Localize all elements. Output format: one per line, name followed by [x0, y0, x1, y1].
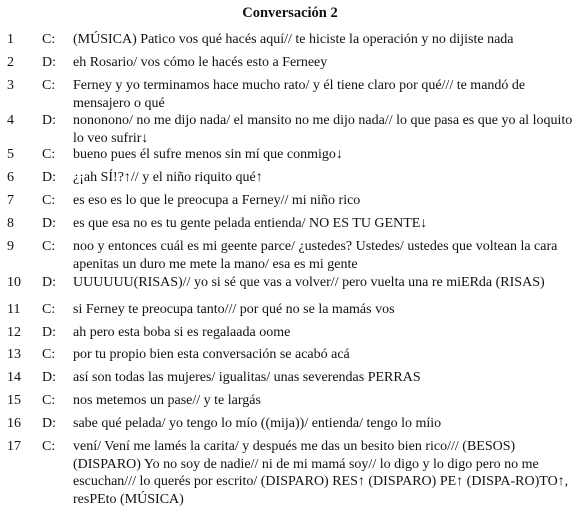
- line-number: 6: [7, 170, 14, 185]
- line-number: 2: [7, 55, 14, 70]
- page-title: Conversación 2: [242, 5, 338, 21]
- line-number: 11: [7, 302, 21, 317]
- transcript-line: [0, 169, 580, 186]
- utterance-text: es eso es lo que le preocupa a Ferney// mi niño rico: [73, 193, 361, 208]
- line-number: 12: [7, 325, 21, 340]
- line-number: 14: [7, 370, 21, 385]
- transcript-line: [0, 438, 580, 508]
- transcript-line: [0, 346, 580, 363]
- utterance-text: bueno pues él sufre menos sin mí que conmigo↓: [73, 147, 343, 162]
- utterance-text: (MÚSICA) Patico vos qué hacés aquí// te hiciste la operación y no dijiste nada: [73, 32, 514, 47]
- utterance-text: por tu propio bien esta conversación se acabó acá: [73, 347, 350, 362]
- utterance-text: si Ferney te preocupa tanto/// por qué no se la mamás vos: [73, 302, 395, 317]
- line-number: 4: [7, 113, 14, 128]
- speaker-label: C:: [42, 147, 56, 162]
- speaker-label: D:: [42, 370, 56, 385]
- transcript-line: [0, 392, 580, 409]
- transcript-line: [0, 77, 580, 112]
- speaker-label: C:: [42, 302, 56, 317]
- transcript-line: [0, 31, 580, 48]
- utterance-text: así son todas las mujeres/ igualitas/ unas severendas PERRAS: [73, 370, 421, 385]
- utterance-text: ¿¡ah SÍ!?↑// y el niño riquito qué↑: [73, 170, 263, 185]
- speaker-label: C:: [42, 78, 56, 93]
- transcript-line: [0, 324, 580, 341]
- speaker-label: D:: [42, 113, 56, 128]
- line-number: 17: [7, 439, 21, 454]
- line-number: 5: [7, 147, 14, 162]
- line-number: 10: [7, 275, 21, 290]
- line-number: 13: [7, 347, 21, 362]
- utterance-text: nononono/ no me dijo nada/ el mansito no me dijo nada// lo que pasa es que yo al loquito lo veo sufrir↓: [73, 113, 573, 146]
- speaker-label: D:: [42, 275, 56, 290]
- speaker-label: D:: [42, 416, 56, 431]
- speaker-label: D:: [42, 170, 56, 185]
- speaker-label: D:: [42, 325, 56, 340]
- transcript-line: [0, 112, 580, 147]
- speaker-label: D:: [42, 216, 56, 231]
- line-number: 3: [7, 78, 14, 93]
- utterance-text: nos metemos un pase// y te largás: [73, 393, 261, 408]
- speaker-label: C:: [42, 32, 56, 47]
- transcript-line: [0, 238, 580, 273]
- transcript-line: [0, 215, 580, 232]
- transcript-line: [0, 415, 580, 432]
- utterance-text: ah pero esta boba si es regalaada oome: [73, 325, 291, 340]
- line-number: 9: [7, 239, 14, 254]
- utterance-text: Ferney y yo terminamos hace mucho rato/ y él tiene claro por qué/// te mandó de mensajero o qué: [73, 78, 526, 111]
- speaker-label: C:: [42, 393, 56, 408]
- utterance-text: UUUUUU(RISAS)// yo si sé que vas a volver// pero vuelta una re miERda (RISAS): [73, 275, 545, 290]
- transcript-line: [0, 369, 580, 386]
- line-number: 15: [7, 393, 21, 408]
- line-number: 8: [7, 216, 14, 231]
- transcript-line: [0, 192, 580, 209]
- speaker-label: C:: [42, 193, 56, 208]
- transcript-line: [0, 54, 580, 71]
- transcript-line: [0, 146, 580, 163]
- line-number: 7: [7, 193, 14, 208]
- utterance-text: eh Rosario/ vos cómo le hacés esto a Ferneey: [73, 55, 328, 70]
- line-number: 1: [7, 32, 14, 47]
- utterance-text: es que esa no es tu gente pelada entienda/ NO ES TU GENTE↓: [73, 216, 428, 231]
- speaker-label: C:: [42, 439, 56, 454]
- speaker-label: C:: [42, 347, 56, 362]
- speaker-label: C:: [42, 239, 56, 254]
- line-number: 16: [7, 416, 21, 431]
- utterance-text: noo y entonces cuál es mi geente parce/ ¿ustedes? Ustedes/ ustedes que voltean la cara apenitas un duro me mete la mano/ esa es mi gente: [73, 239, 558, 272]
- utterance-text: sabe qué pelada/ yo tengo lo mío ((mija))/ entienda/ tengo lo míio: [73, 416, 442, 431]
- utterance-text: vení/ Vení me lamés la carita/ y después me das un besito bien rico/// (BESOS) (DISPARO) Yo no soy de nadie// ni de mi mamá soy// lo digo y lo digo pero no me escuchan/// lo querés por escrito/ (DISPARO) RES↑ (DISPARO) PE↑ (DISPA-RO)TO↑, resPEto (MÚSICA): [73, 439, 569, 507]
- speaker-label: D:: [42, 55, 56, 70]
- transcript-line: [0, 301, 580, 318]
